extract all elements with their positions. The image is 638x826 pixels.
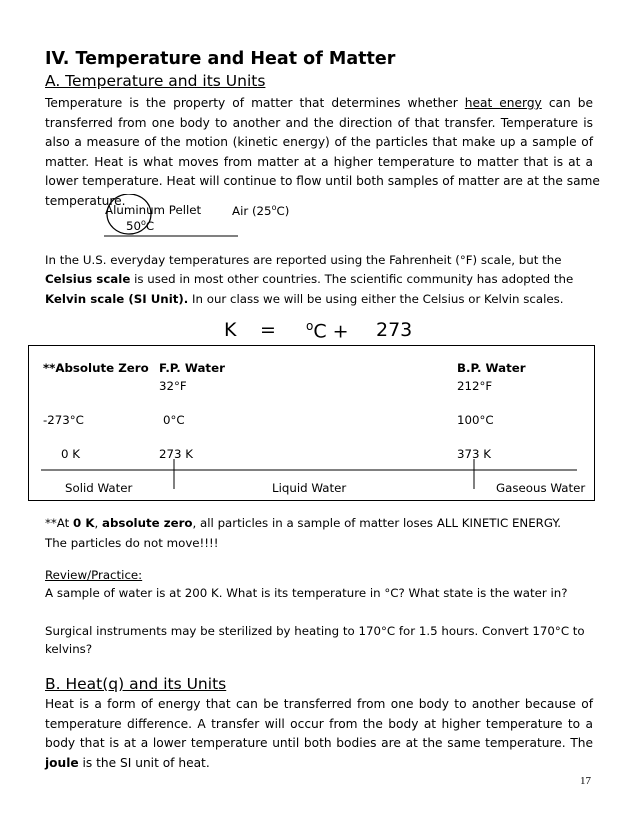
subsection-a-title: A. Temperature and its Units <box>45 72 266 90</box>
celsius-scale-term: Celsius scale <box>45 272 131 286</box>
joule-term: joule <box>45 755 79 770</box>
temperature-scale-box <box>28 345 595 501</box>
scales-line-3: Kelvin scale (SI Unit). In our class we will be using either the Celsius or Kelvin scales. <box>45 292 564 306</box>
page-number: 17 <box>580 775 591 787</box>
review-question-2-line-2: kelvins? <box>45 642 93 656</box>
formula-equals: = <box>260 319 276 341</box>
paragraph-line: temperature. <box>45 193 126 208</box>
section-title: IV. Temperature and Heat of Matter <box>45 49 396 69</box>
bp-celsius: 100°C <box>457 413 494 427</box>
freezing-point-header: F.P. Water <box>159 361 225 375</box>
absolute-zero-header: **Absolute Zero <box>43 361 149 375</box>
gaseous-water-label: Gaseous Water <box>496 481 586 495</box>
paragraph-line: Temperature is the property of matter that determines whether heat energy can be <box>45 96 593 110</box>
review-question-2-line-1: Surgical instruments may be sterilized by heating to 170°C for 1.5 hours. Convert 170°C to <box>45 624 585 638</box>
az-celsius: -273°C <box>43 413 84 427</box>
paragraph-line: matter. Heat is what moves from matter at a higher temperature to matter that is at a <box>45 154 593 169</box>
kelvin-scale-term: Kelvin scale (SI Unit). <box>45 292 189 306</box>
paragraph-line: joule is the SI unit of heat. <box>45 755 210 770</box>
review-question-1: A sample of water is at 200 K. What is its temperature in °C? What state is the water in? <box>45 586 568 600</box>
subsection-b-title: B. Heat(q) and its Units <box>45 675 227 693</box>
air-label: Air (25$^o$C) <box>232 203 290 218</box>
heat-energy-term: heat energy <box>464 96 542 110</box>
formula-celsius: $^o$C + <box>306 319 349 343</box>
scales-line-2: Celsius scale is used in most other countries. The scientific community has adopted the <box>45 272 574 286</box>
bp-fahrenheit: 212°F <box>457 379 493 393</box>
fp-kelvin: 273 K <box>159 447 194 461</box>
absolute-zero-note: **At 0 K, absolute zero, all particles in a sample of matter loses ALL KINETIC ENERGY. <box>45 516 561 530</box>
formula-constant: 273 <box>376 319 413 341</box>
review-heading: Review/Practice: <box>45 568 143 582</box>
formula-k: K <box>224 319 237 341</box>
fp-fahrenheit: 32°F <box>159 379 187 393</box>
heat-paragraph <box>45 695 593 773</box>
pellet-circle-drawing <box>100 194 250 240</box>
bp-kelvin: 373 K <box>457 447 492 461</box>
paragraph-line: Heat is a form of energy that can be transferred from one body to another because of <box>45 697 593 711</box>
az-kelvin: 0 K <box>61 447 80 461</box>
paragraph-line: lower temperature. Heat will continue to flow until both samples of matter are at the same <box>45 174 600 188</box>
paragraph-line: also a measure of the motion (kinetic energy) of the particles that make up a sample of <box>45 135 593 149</box>
pellet-temperature: 50$^o$C <box>126 218 155 233</box>
liquid-water-label: Liquid Water <box>272 481 347 495</box>
scales-line-1: In the U.S. everyday temperatures are reported using the Fahrenheit (°F) scale, but the <box>45 253 562 267</box>
paragraph-line: temperature difference. A transfer will occur from the body at higher temperature to a <box>45 716 593 731</box>
absolute-zero-note-line-2: The particles do not move!!!! <box>45 536 219 550</box>
boiling-point-header: B.P. Water <box>457 361 526 375</box>
phase-line-drawing <box>29 346 594 500</box>
paragraph-line: body that is at a lower temperature until both bodies are at the same temperature. The <box>45 736 593 750</box>
paragraph-line: transferred from one body to another and the direction of that transfer. Temperature is <box>45 115 593 130</box>
solid-water-label: Solid Water <box>65 481 133 495</box>
pellet-label: Aluminum Pellet <box>105 203 202 217</box>
fp-celsius: 0°C <box>163 413 185 427</box>
